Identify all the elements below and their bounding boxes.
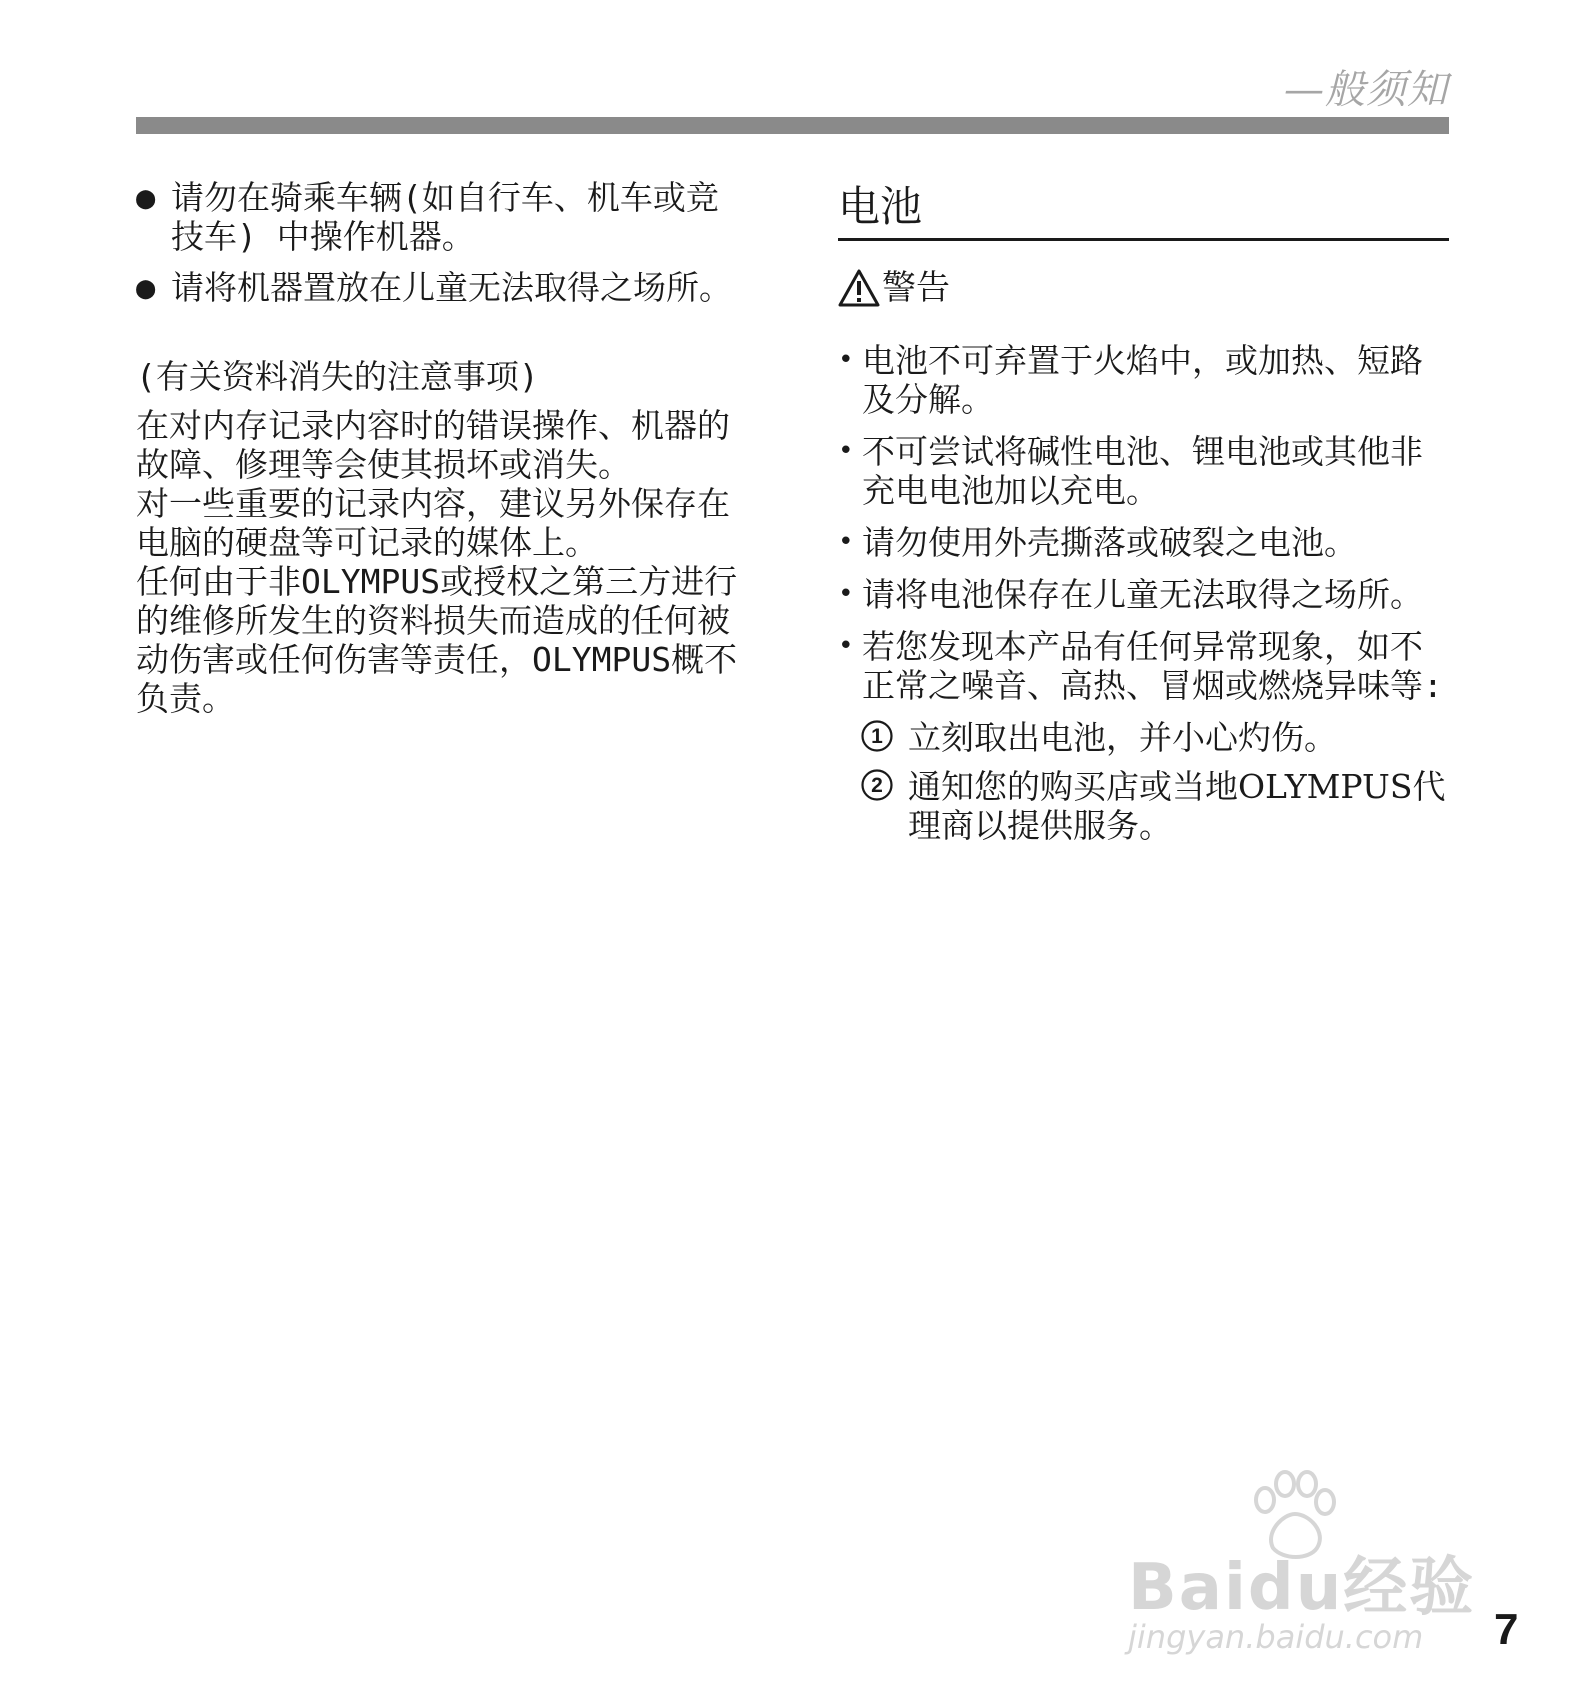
list-item-text: 不可尝试将碱性电池、锂电池或其他非充电电池加以充电。 [862,432,1423,510]
page-number: 7 [1494,1605,1519,1654]
list-item [136,268,748,307]
circled-number-icon [860,719,894,753]
step-text: 通知您的购买店或当地OLYMPUS代理商以提供服务。 [908,767,1446,845]
list-item-text: 请勿在骑乘车辆(如自行车、机车或竞技车) 中操作机器。 [171,178,719,256]
list-item-text: 若您发现本产品有任何异常现象，如不正常之噪音、高热、冒烟或燃烧异味等: [862,627,1443,705]
bullet-icon: ● [136,178,156,216]
right-column [838,178,1449,855]
bullet-icon: • [838,579,854,609]
section-title: —般须知 [1284,67,1448,113]
list-item-text: 请勿使用外壳撕落或破裂之电池。 [862,523,1357,562]
note-paragraph: 对一些重要的记录内容，建议另外保存在电脑的硬盘等可记录的媒体上。 [136,484,730,562]
step-item [838,718,1449,757]
step-text: 立刻取出电池，并小心灼伤。 [908,718,1337,757]
list-item-text: 电池不可弃置于火焰中，或加热、短路及分解。 [862,341,1423,419]
bullet-icon: ● [136,268,156,306]
note-heading: (有关资料消失的注意事项) [136,357,539,396]
warning-row [838,265,1449,311]
note-paragraph: 在对内存记录内容时的错误操作、机器的故障、修理等会使其损坏或消失。 [136,406,730,484]
list-item [838,432,1449,510]
watermark [1128,1470,1488,1656]
battery-heading: 电池 [838,178,1449,241]
warning-list [838,341,1449,845]
bullet-icon: • [838,436,854,466]
left-column [136,178,748,718]
watermark-url: jingyan.baidu.com [1128,1618,1424,1656]
step-item [838,767,1449,845]
list-item [838,575,1449,614]
bullet-icon: • [838,345,854,375]
list-item [838,523,1449,562]
svg-text:2: 2 [871,774,883,797]
bullet-icon: • [838,527,854,557]
svg-text:1: 1 [871,725,883,748]
list-item [136,178,748,256]
list-item-text: 请将机器置放在儿童无法取得之场所。 [171,268,732,307]
watermark-logo: Baidu经验 [1128,1551,1476,1625]
list-item [838,627,1449,705]
bullet-icon: • [838,631,854,661]
warning-label: 警告 [882,267,950,308]
list-item [838,341,1449,419]
header-rule [136,117,1449,134]
warning-triangle-icon [838,269,880,307]
list-item-text: 请将电池保存在儿童无法取得之场所。 [862,575,1423,614]
note-paragraph: 任何由于非OLYMPUS或授权之第三方进行的维修所发生的资料损失而造成的任何被动伤害或任何伤害等责任，OLYMPUS概不负责。 [136,562,738,718]
circled-number-icon [860,768,894,802]
